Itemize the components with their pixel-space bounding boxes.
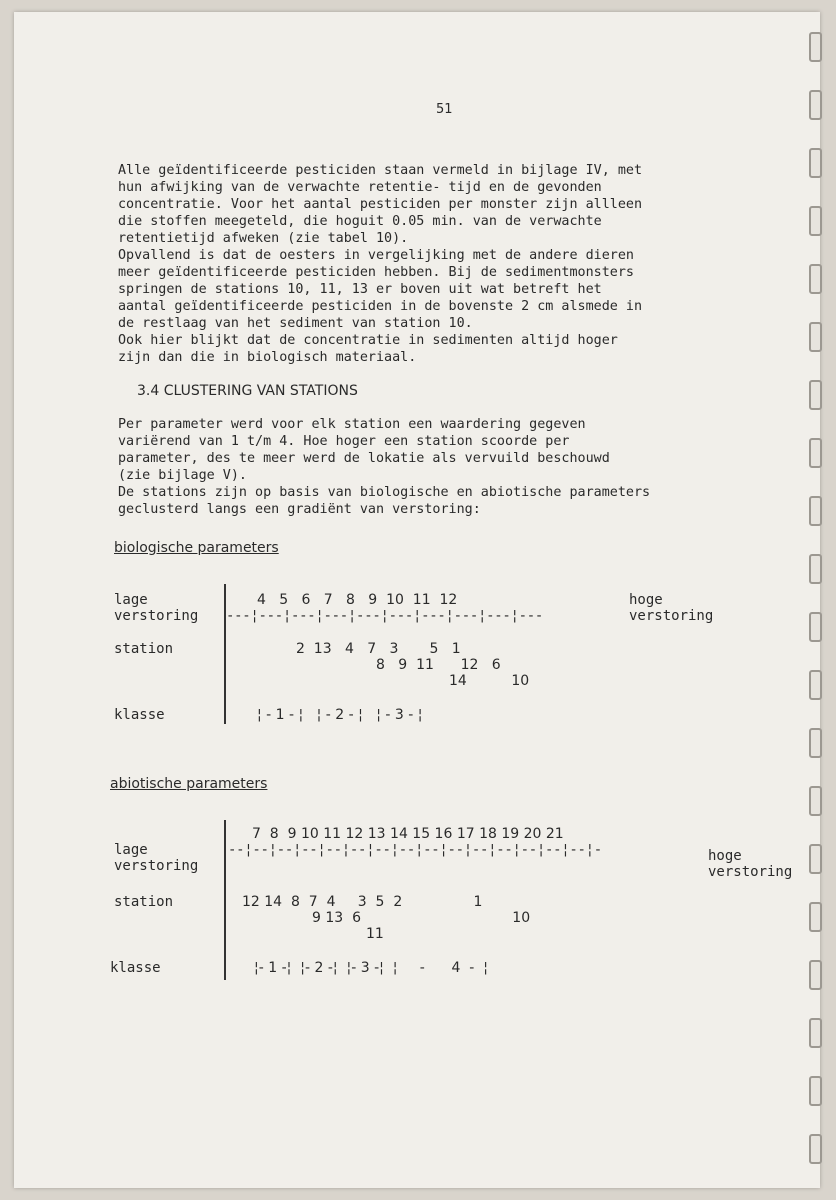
paragraph-line: zijn dan die in biologisch materiaal.	[118, 350, 417, 365]
binder-ring	[809, 438, 822, 468]
biological-high-label: hoge	[629, 592, 663, 608]
paragraph-line: Alle geïdentificeerde pesticiden staan vermeld in bijlage IV, met	[118, 163, 643, 178]
method-line: variërend van 1 t/m 4. Hoe hoger een station scoorde per	[118, 434, 570, 449]
paragraph-line: hun afwijking van de verwachte retentie- tijd en de gevonden	[118, 180, 602, 195]
binder-ring	[809, 728, 822, 758]
binder-ring	[809, 786, 822, 816]
binder-ring	[809, 612, 822, 642]
abiotic-heading: abiotische parameters	[110, 776, 268, 792]
binder-ring	[809, 960, 822, 990]
abiotic-axis: --¦--¦--¦--¦--¦--¦--¦--¦--¦--¦--¦--¦--¦--¦--¦-	[228, 842, 602, 858]
paragraph-line: meer geïdentificeerde pesticiden hebben. Bij de sedimentmonsters	[118, 265, 634, 280]
biological-axis: ---¦---¦---¦---¦---¦---¦---¦---¦---¦---	[226, 608, 544, 624]
binder-ring	[809, 32, 822, 62]
binder-ring	[809, 496, 822, 526]
abiotic-low-label: lage	[114, 842, 148, 858]
biological-low-label: lage	[114, 592, 148, 608]
biological-station-row: 8 9 11 12 6	[376, 657, 501, 673]
section-heading: 3.4 CLUSTERING VAN STATIONS	[137, 383, 358, 399]
binder-ring	[809, 148, 822, 178]
method-line: geclusterd langs een gradiënt van verstoring:	[118, 502, 481, 517]
biological-station-row: 2 13 4 7 3 5 1	[296, 641, 461, 657]
biological-low-label-2: verstoring	[114, 608, 199, 624]
binder-ring	[809, 1018, 822, 1048]
paragraph-line: Ook hier blijkt dat de concentratie in sedimenten altijd hoger	[118, 333, 618, 348]
document-page	[14, 12, 820, 1188]
paragraph-line: concentratie. Voor het aantal pesticiden per monster zijn allleen	[118, 197, 643, 212]
abiotic-high-label: hoge	[708, 848, 742, 864]
biological-vertical-axis	[224, 584, 226, 724]
biological-station-row: 14 10	[449, 673, 530, 689]
binder-ring	[809, 322, 822, 352]
binder-ring	[809, 206, 822, 236]
abiotic-scale-numbers: 7 8 9 10 11 12 13 14 15 16 17 18 19 20 21	[252, 826, 564, 842]
results-paragraph	[118, 162, 642, 366]
abiotic-station-row: 9 13 6 10	[312, 910, 531, 926]
page-number: 51	[436, 102, 453, 117]
binder-ring	[809, 1076, 822, 1106]
abiotic-station-row: 12 14 8 7 4 3 5 2 1	[242, 894, 483, 910]
abiotic-vertical-axis	[224, 820, 226, 980]
biological-high-label-2: verstoring	[629, 608, 714, 624]
paragraph-line: retentietijd afweken (zie tabel 10).	[118, 231, 409, 246]
paragraph-line: springen de stations 10, 11, 13 er boven uit wat betreft het	[118, 282, 602, 297]
binder-ring	[809, 90, 822, 120]
abiotic-station-row: 11	[366, 926, 384, 942]
paragraph-line: de restlaag van het sediment van station 10.	[118, 316, 473, 331]
binder-ring	[809, 554, 822, 584]
binder-ring	[809, 670, 822, 700]
abiotic-klasse-label: klasse	[110, 960, 161, 976]
paragraph-line: die stoffen meegeteld, die hoguit 0.05 min. van de verwachte	[118, 214, 602, 229]
biological-heading: biologische parameters	[114, 540, 279, 556]
abiotic-station-label: station	[114, 894, 174, 910]
biological-klasse-label: klasse	[114, 707, 165, 723]
method-line: parameter, des te meer werd de lokatie als vervuild beschouwd	[118, 451, 610, 466]
binder-ring	[809, 844, 822, 874]
method-line: De stations zijn op basis van biologische en abiotische parameters	[118, 485, 651, 500]
biological-klasse-row: ¦ - 1 - ¦ ¦ - 2 - ¦ ¦ - 3 - ¦	[257, 707, 423, 723]
method-paragraph	[118, 416, 650, 518]
abiotic-klasse-row: ¦- 1 -¦ ¦- 2 -¦ ¦- 3 -¦ ¦ - 4 - ¦	[254, 960, 488, 976]
biological-scale-numbers: 4 5 6 7 8 9 10 11 12	[257, 592, 458, 608]
paragraph-line: aantal geïdentificeerde pesticiden in de bovenste 2 cm alsmede in	[118, 299, 643, 314]
method-line: Per parameter werd voor elk station een waardering gegeven	[118, 417, 586, 432]
binder-ring	[809, 1134, 822, 1164]
binder-ring	[809, 264, 822, 294]
binder-ring	[809, 380, 822, 410]
binder-ring	[809, 902, 822, 932]
paragraph-line: Opvallend is dat de oesters in vergelijking met de andere dieren	[118, 248, 634, 263]
biological-station-label: station	[114, 641, 174, 657]
method-line: (zie bijlage V).	[118, 468, 247, 483]
abiotic-high-label-2: verstoring	[708, 864, 793, 880]
abiotic-low-label-2: verstoring	[114, 858, 199, 874]
